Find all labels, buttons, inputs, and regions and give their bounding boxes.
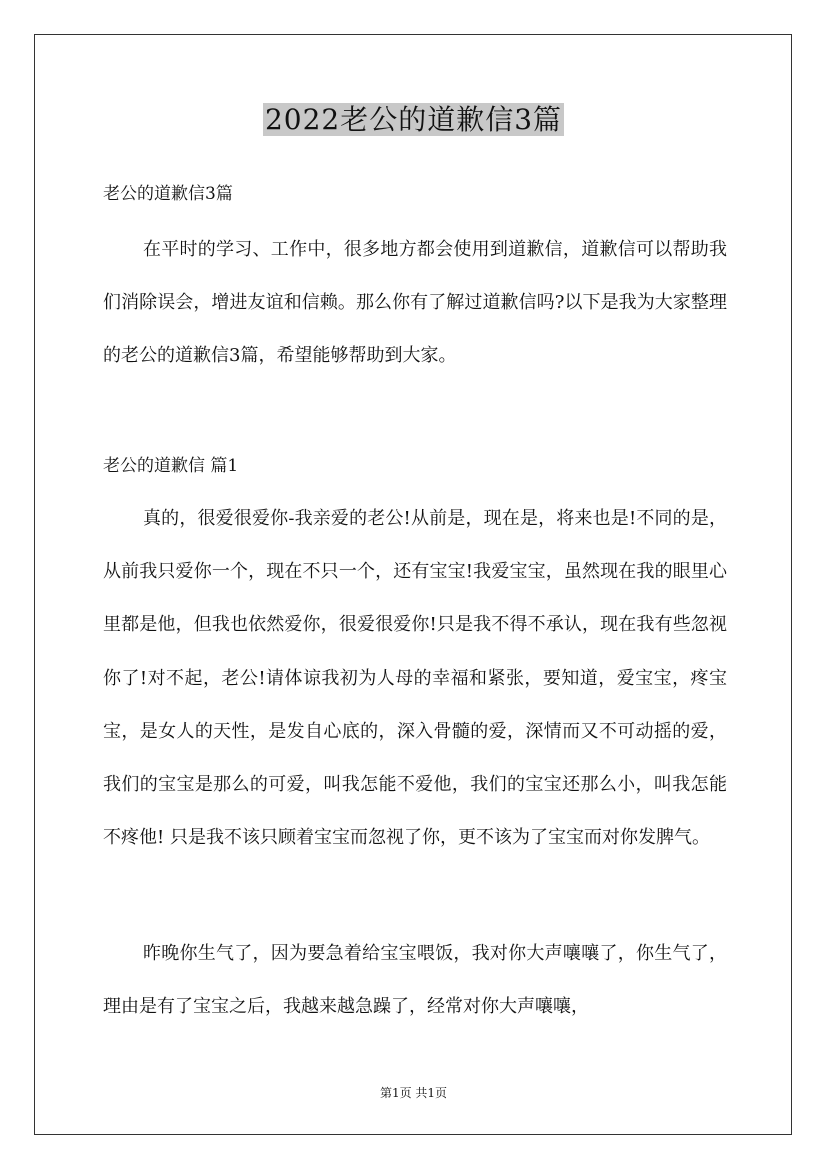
section1-paragraph-1: 真的，很爱很爱你-我亲爱的老公!从前是，现在是，将来也是!不同的是，从前我只爱你一个，现在不只一个，还有宝宝!我爱宝宝，虽然现在我的眼里心里都是他，但我也依然爱你，很爱很爱你!只是我不得不承认，现在我有些忽视你了!对不起，老公!请体谅我初为人母的幸福和紧张，要知道，爱宝宝，疼宝宝，是女人的天性，是发自心底的，深入骨髓的爱，深情而又不可动摇的爱，我们的宝宝是那么的可爱，叫我怎能不爱他，我们的宝宝还那么小，叫我怎能不疼他! 只是我不该只顾着宝宝而忽视了你，更不该为了宝宝而对你发脾气。 (103, 508, 727, 849)
section1-heading: 老公的道歉信 篇1 (103, 456, 239, 476)
intro-paragraph: 在平时的学习、工作中，很多地方都会使用到道歉信，道歉信可以帮助我们消除误会，增进友谊和信赖。那么你有了解过道歉信吗?以下是我为大家整理的老公的道歉信3篇，希望能够帮助到大家。 (103, 239, 727, 367)
page-footer: 第1页 共1页 (379, 1086, 448, 1100)
document-subtitle: 老公的道歉信3篇 (103, 184, 233, 204)
document-title (0, 98, 827, 142)
document-title-text: 2022老公的道歉信3篇 (264, 103, 563, 136)
section1-paragraph-2: 昨晚你生气了，因为要急着给宝宝喂饭，我对你大声嚷嚷了，你生气了，理由是有了宝宝之后，我越来越急躁了，经常对你大声嚷嚷， (103, 943, 727, 1018)
